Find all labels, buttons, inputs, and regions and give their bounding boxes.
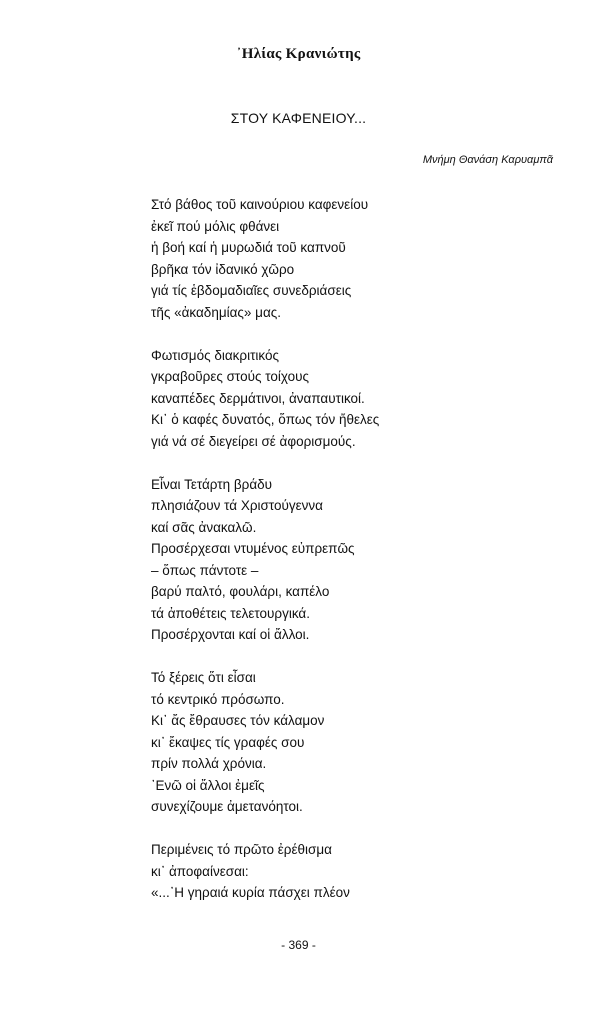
stanza-1 <box>151 194 379 323</box>
poem-line: – ὅπως πάντοτε – <box>151 562 259 578</box>
poem-line: ἐκεῖ πού μόλις φθάνει <box>151 218 280 234</box>
stanza-4 <box>151 667 379 818</box>
poem-line: «...᾿Η γηραιά κυρία πάσχει πλέον <box>151 885 350 900</box>
poem-line: Στό βάθος τοῦ καινούριου καφενείου <box>151 197 369 212</box>
poem-line: Φωτισμός διακριτικός <box>151 347 280 363</box>
poem-line: βρῆκα τόν ἰδανικό χῶρο <box>151 261 295 277</box>
author-name: ᾿Ηλίας Κρανιώτης <box>236 46 361 62</box>
poem-body <box>151 194 379 925</box>
poem-line: πρίν πολλά χρόνια. <box>151 756 267 771</box>
poem-line: τά ἀποθέτεις τελετουργικά. <box>151 605 310 621</box>
poem-line: κι᾿ ἔκαψες τίς γραφές σου <box>151 734 305 750</box>
poem-line: Προσέρχεσαι ντυμένος εὐπρεπῶς <box>151 541 355 556</box>
poem-line: Προσέρχονται καί οἱ ἄλλοι. <box>151 627 310 642</box>
page-number: - 369 - <box>281 938 316 952</box>
poem-line: γιά τίς ἑβδομαδιαῖες συνεδριάσεις <box>151 283 352 298</box>
poem-line: Εἶναι Τετάρτη βράδυ <box>151 476 273 492</box>
poem-line: Κι᾿ ὁ καφές δυνατός, ὅπως τόν ἤθελες <box>151 412 380 427</box>
stanza-2 <box>151 345 379 453</box>
poem-line: ἡ βοή καί ἡ μυρωδιά τοῦ καπνοῦ <box>151 240 346 255</box>
dedication: Μνήμη Θανάση Καρυαμπᾶ <box>422 154 553 166</box>
poem-line: Τό ξέρεις ὅτι εἶσαι <box>151 670 256 685</box>
poem-line: γκραβοῦρες στούς τοίχους <box>151 369 309 384</box>
poem-line: τῆς «ἀκαδημίας» μας. <box>151 304 282 320</box>
poem-line: γιά νά σέ διεγείρει σέ ἀφορισμούς. <box>151 433 356 449</box>
poem-line: τό κεντρικό πρόσωπο. <box>151 691 285 707</box>
poem-line: ᾿Ενῶ οἱ ἄλλοι ἐμεῖς <box>151 777 265 793</box>
stanza-5 <box>151 839 379 904</box>
poem-line: Κι᾿ ἄς ἔθραυσες τόν κάλαμον <box>151 713 325 728</box>
stanza-3 <box>151 474 379 646</box>
poem-line: πλησιάζουν τά Χριστούγεννα <box>151 498 323 513</box>
poem-line: συνεχίζουμε ἀμετανόητοι. <box>151 799 303 814</box>
poem-line: καναπέδες δερμάτινοι, ἀναπαυτικοί. <box>151 390 365 406</box>
poem-line: βαρύ παλτό, φουλάρι, καπέλο <box>151 584 330 599</box>
poem-line: κι᾿ ἀποφαίνεσαι: <box>151 863 249 879</box>
poem-title: ΣΤΟΥ ΚΑΦΕΝΕΙΟΥ... <box>230 110 367 126</box>
poem-line: Περιμένεις τό πρῶτο ἐρέθισμα <box>151 842 332 857</box>
poem-line: καί σᾶς ἀνακαλῶ. <box>151 519 257 535</box>
